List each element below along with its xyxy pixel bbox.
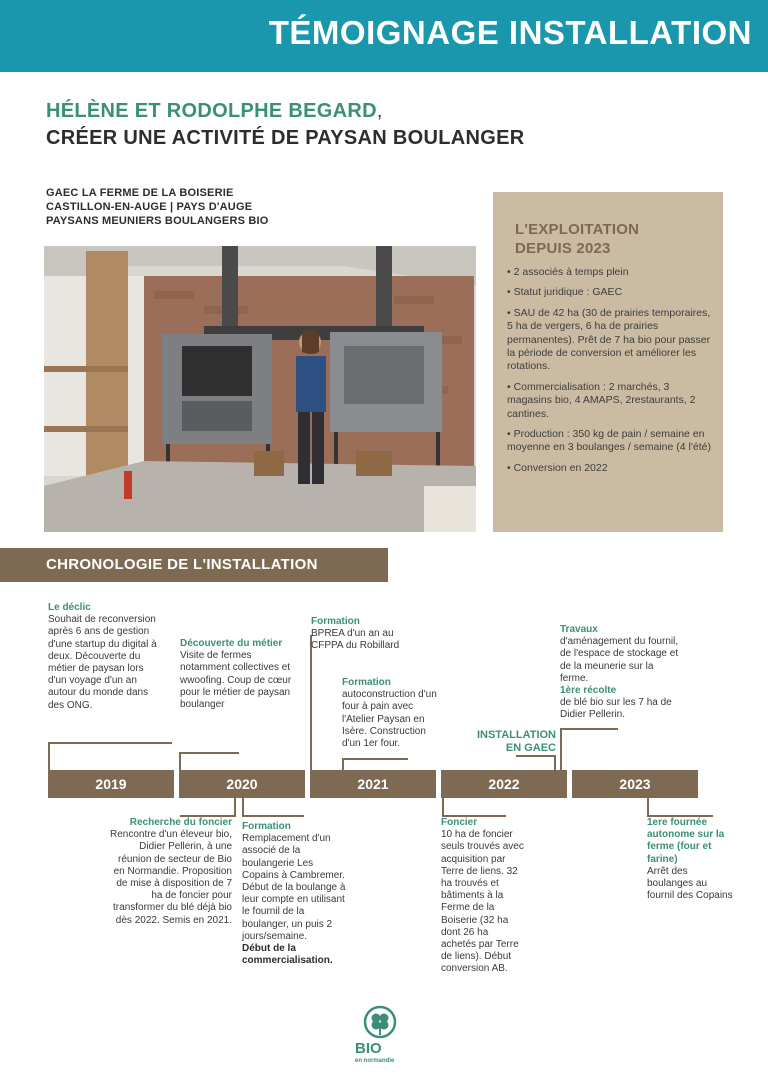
event-title: Travaux — [560, 624, 598, 635]
names-comma: , — [376, 100, 383, 122]
event-declic — [48, 602, 164, 712]
event-bold: Début de la commercialisation. — [242, 943, 333, 967]
event-title-recolte: 1ère récolte — [560, 685, 617, 697]
event-body: Visite de fermes notamment collectives et wwoofing. Coup de cœur pour le métier de paysan boulanger — [180, 650, 292, 711]
event-body: Souhait de reconversion après 6 ans de gestion d'une startup du digital à deux. Découverte du métier de paysan lors d'un voyage d'un an autour du monde dans des ONG. — [48, 614, 157, 711]
logo-subtext: en normandie — [355, 1058, 395, 1064]
list-item: • Commercialisation : 2 marchés, 3 magasins bio, 4 AMAPS, 2restaurants, 2 cantines. — [507, 381, 715, 421]
headline-names — [46, 100, 383, 123]
event-title: Formation — [242, 821, 291, 832]
exploitation-title-line2: DEPUIS 2023 — [515, 240, 611, 257]
farm-location: CASTILLON-EN-AUGE | PAYS D'AUGE — [46, 201, 253, 213]
exploitation-title — [515, 220, 639, 258]
connector-line — [554, 755, 556, 770]
event-body: 10 ha de foncier seuls trouvés avec acquisition par Terre de liens. 32 ha trouvés et bâtiments à la Ferme de la Boiserie (32 ha dont 26 ha achetés par Terre de liens). Début conversion AB. — [441, 829, 524, 975]
year-2021: 2021 — [310, 770, 436, 798]
event-title: Découverte du métier — [180, 638, 283, 649]
event-body: d'aménagement du fournil, de l'espace de stockage et de la meunerie sur la ferme. — [560, 636, 679, 684]
event-installation-gaec — [460, 729, 556, 755]
headline-subtitle: CRÉER UNE ACTIVITÉ DE PAYSAN BOULANGER — [46, 127, 525, 149]
year-2019: 2019 — [48, 770, 174, 798]
connector-line — [442, 798, 444, 816]
list-item: • Production : 350 kg de pain / semaine en moyenne en 3 boulanges / semaine (4 l'été) — [507, 428, 715, 455]
event-premiere-fournee — [647, 817, 733, 902]
farm-info — [46, 186, 269, 228]
exploitation-panel — [493, 192, 723, 532]
event-title: Le déclic — [48, 602, 91, 613]
event-body: autoconstruction d'un four à pain avec l'Atelier Paysan en Isère. Construction d'un 1er four. — [342, 689, 437, 750]
clover-icon — [350, 1005, 410, 1045]
event-title: Formation — [342, 677, 391, 688]
connector-line — [560, 728, 562, 770]
connector-line — [48, 742, 50, 770]
event-formation-bprea — [311, 616, 403, 653]
connector-line — [310, 635, 312, 770]
names-text: HÉLÈNE ET RODOLPHE BEGARD — [46, 100, 377, 122]
event-body-recolte: de blé bio sur les 7 ha de Didier Pellerin. — [560, 697, 672, 721]
list-item: • SAU de 42 ha (30 de prairies temporaires, 5 ha de vergers, 6 ha de prairies permanentes). Prêt de 7 ha bio pour passer la période de conversion et améliorer les rotations. — [507, 307, 715, 374]
farm-name: GAEC LA FERME DE LA BOISERIE — [46, 187, 234, 199]
event-travaux — [560, 624, 680, 722]
chronology-title: CHRONOLOGIE DE L'INSTALLATION — [46, 556, 318, 573]
header-title: TÉMOIGNAGE INSTALLATION — [268, 14, 752, 51]
connector-line — [647, 798, 649, 816]
list-item: • Statut juridique : GAEC — [507, 286, 715, 299]
event-body: Remplacement d'un associé de la boulangerie Les Copains à Cambremer. Début de la boulange à leur compte en utilisant le fournil de la boulanger, un puis 2 jours/semaine. — [242, 833, 346, 942]
farm-activity: PAYSANS MEUNIERS BOULANGERS BIO — [46, 215, 269, 227]
year-2020: 2020 — [179, 770, 305, 798]
year-2023: 2023 — [572, 770, 698, 798]
connector-line — [516, 755, 556, 757]
event-body: Rencontre d'un éleveur bio, Didier Pellerin, à une réunion de secteur de Bio en Normandie. Proposition de mise à disposition de 7 ha de foncier pour transformer du blé déjà bio dès 2022. Semis en 2021. — [110, 829, 232, 926]
event-title: Recherche du foncier — [129, 817, 232, 828]
connector-line — [242, 798, 244, 816]
event-body: BPREA d'un an au CFPPA du Robillard — [311, 628, 400, 652]
oven-room-illustration — [44, 246, 476, 532]
event-formation-copains — [242, 821, 352, 967]
year-2022: 2022 — [441, 770, 567, 798]
connector-line — [179, 752, 239, 754]
connector-line — [242, 815, 304, 817]
logo-text: BIO — [355, 1040, 382, 1057]
event-decouverte — [180, 638, 296, 711]
bakery-photo — [44, 246, 476, 532]
event-recherche-foncier — [106, 817, 232, 927]
event-title: 1ere fournée autonome sur la ferme (four et farine) — [647, 817, 725, 865]
exploitation-list — [507, 266, 715, 482]
event-body: Arrêt des boulanges au fournil des Copains — [647, 865, 733, 902]
event-formation-four — [342, 677, 442, 750]
connector-line — [48, 742, 172, 744]
connector-line — [560, 728, 618, 730]
exploitation-title-line1: L'EXPLOITATION — [515, 221, 640, 238]
connector-line — [179, 752, 181, 770]
event-title: Foncier — [441, 817, 478, 828]
event-title: Formation — [311, 616, 360, 627]
connector-line — [234, 798, 236, 816]
header-banner — [0, 0, 768, 72]
event-foncier — [441, 817, 525, 976]
list-item: • 2 associés à temps plein — [507, 266, 715, 279]
installation-text: INSTALLATION EN GAEC — [476, 729, 556, 754]
list-item: • Conversion en 2022 — [507, 462, 715, 475]
connector-line — [342, 758, 408, 760]
